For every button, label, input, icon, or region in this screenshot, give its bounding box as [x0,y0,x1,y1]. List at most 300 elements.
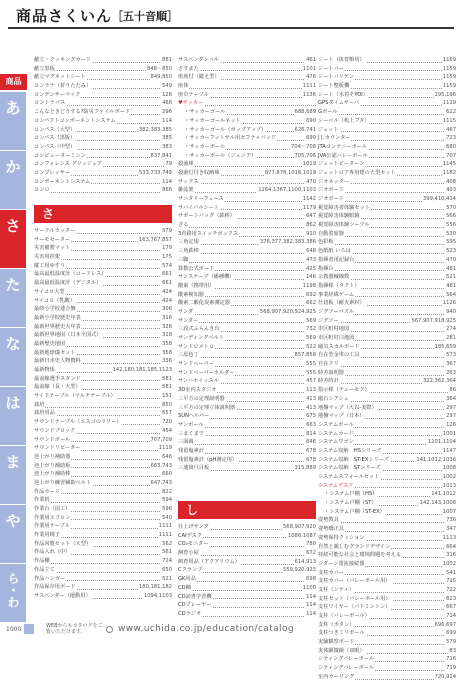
col1-entry [34,152,172,161]
col1-entry [34,160,172,169]
entry-name: サンドペーパー [178,361,214,368]
col1-sa-entry [34,323,172,332]
entry-name: サックス [178,178,199,185]
kana-tab-8[interactable] [0,564,26,622]
entry-name: コンプレッサー [34,169,71,176]
col1-sa-entry [34,392,172,401]
entry-page: 180,181,182 [138,584,172,591]
col1-sa-entry [34,514,172,523]
col2-shi-entry [178,549,316,558]
entry-name: 3D室内スタジオ [178,387,217,394]
entry-page: 570 [446,204,456,211]
entry-page: 940 [446,308,456,315]
kana-tab-3[interactable] [0,269,26,327]
entry-name: 栽培 [34,401,45,408]
col1-sa-entry [34,270,172,279]
col1-entry [34,117,172,126]
col2-shi-entry [178,575,316,584]
dot-leader [178,166,316,167]
entry-page: 408 [446,178,456,185]
col2-entry [178,160,316,169]
col3-entry [318,508,456,517]
entry-name: 持続可能な社会と環境問題を考える [318,552,402,559]
entry-page: 322,362,364 [422,378,456,385]
entry-page: 661 [162,271,172,278]
kana-tab-label: さ [5,217,21,235]
entry-page: 1115 [442,117,456,124]
entry-page: 647,743 [150,479,172,486]
entry-page: 151 [162,393,172,400]
entry-name: Jしカウンター [318,135,351,142]
entry-name: 三原色丁 [178,352,199,359]
entry-page: 850 [162,401,172,408]
entry-page: 723 [446,135,456,142]
entry-page: 877,878,1018,1019 [264,169,316,176]
entry-page: 596 [162,506,172,512]
col1-sa-entry [34,522,172,531]
col1-sa-entry [34,505,172,514]
col3-entry [318,569,456,578]
entry-name: 作品回覧セット（大型） [34,540,92,547]
entry-page: 664 [446,543,456,550]
entry-page: 672 [306,550,316,557]
col1-sa-entry [34,340,172,349]
col1-sa-entry [34,557,172,566]
entry-page: 141,1012 [431,491,456,498]
col1-sa-entry [34,253,172,262]
entry-page: 1002 [442,560,456,567]
col1-sa-entry [34,357,172,366]
col2-entry [178,464,316,473]
entry-name: 栽培用品 [34,410,55,417]
col3-entry [318,586,456,595]
col2-entry [178,273,316,282]
entry-page: 142,143,1008 [419,500,456,507]
col1-sa-entry [34,531,172,540]
kana-tab-2[interactable] [0,210,26,268]
entry-page: 1002 [442,474,456,480]
entry-page: 1169 [442,57,456,63]
entry-name: ジェットピーターン [318,161,365,168]
dot-leader [178,88,316,89]
entry-page: 581 [162,375,172,382]
entry-name: 三まくまで [178,430,204,437]
entry-name: サウンドブロック [34,427,76,434]
entry-name: システムカード [318,430,354,437]
entry-page: 114 [306,593,316,600]
entry-page: 358 [162,349,172,356]
entry-page: 678 [306,447,316,454]
entry-name: サイコロ（乳酸） [34,297,75,304]
entry-name: 作品カード [34,488,60,495]
entry-page: 1007 [442,508,456,515]
entry-page: 660 [162,471,172,478]
entry-name: 姿勢矯正具 [318,526,344,533]
col1-entry [34,56,172,65]
entry-name: ・サッカーボール（ジュニア） [178,152,257,161]
entry-page: 1198 [302,282,316,289]
col2-entry [178,108,316,117]
section-head-sa [34,205,172,223]
col3-entry [318,334,456,343]
col1-sa-entry [34,383,172,392]
entry-name: 最終小学校連合盤 [34,306,76,313]
col3-entry [318,160,456,169]
col1-sa-entry [34,540,172,549]
entry-name: CD棚 [178,584,191,591]
entry-name: CO₂モニター [178,541,209,548]
entry-page: 573 [446,352,456,359]
col1-sa-entry [34,236,172,245]
entry-name: サバイバルシート [178,204,219,211]
page-header [0,0,462,30]
col2-entry [178,386,316,395]
entry-page: 326 [162,323,172,330]
entry-page: 1159 [442,74,456,81]
entry-page: 316 [446,552,456,559]
entry-name: サウンドテーブル（エスコのツリー） [34,419,122,426]
entry-page: 146 [306,274,316,281]
entry-name: 献立・クッキングカード [34,57,91,63]
col2-entry [178,343,316,352]
col1-entry [34,108,172,117]
col1-sa-entry [34,496,172,505]
col2-entry [178,404,316,413]
entry-page: 623 [446,595,456,602]
entry-page: 663,743 [150,462,172,469]
entry-name: コントラバス [34,100,66,107]
entry-page: 336 [162,358,172,365]
col2-entry [178,186,316,195]
col2-entry [178,447,316,456]
col3-entry [318,595,456,604]
col3-entry [318,308,456,317]
entry-name: サンディングベルト [178,335,224,341]
entry-name: 作品入れ（中） [34,549,71,556]
entry-name: コンパス（中型） [34,143,76,150]
kana-tab-5[interactable] [0,387,26,445]
entry-page: 566 [446,213,456,220]
entry-page: 385 [162,135,172,142]
entry-page: 719 [446,665,456,672]
kana-tab-label: か [5,158,21,176]
col1-sa-entry [34,427,172,436]
entry-name: 時差説明器 [318,369,344,376]
col3-entry [318,291,456,300]
entry-name: シート整板機 [318,83,350,90]
sidebar-marker: 商品 [0,74,27,90]
col1-entry [34,82,172,91]
index-column-3 [318,56,456,682]
entry-name: 仕上げサンダ [178,524,209,530]
entry-name: 作品棚 [34,558,50,565]
col2-entry [178,256,316,265]
entry-page: 567,907,918,925 [411,317,456,324]
entry-name: 逆上がり補助棒 [34,471,71,478]
col3-entry [318,490,456,499]
entry-name: ・システム戸棚（HS） [318,490,378,499]
entry-page: 707 [446,152,456,159]
entry-page: 521 [162,575,172,582]
entry-name: サイコロ大型 [34,288,65,295]
entry-page: 714 [446,613,456,619]
entry-name: 支柱（バレーボール） [318,613,370,619]
col3-entry [318,65,456,74]
entry-name: シートバー [318,65,344,72]
entry-page: 881 [162,57,172,63]
col2-shi-entry [178,558,316,567]
entry-page: 86 [449,387,456,394]
entry-name: 指揮棒（タクト） [318,282,360,289]
entry-page: 367 [446,361,456,368]
entry-page: 461 [306,57,316,63]
entry-name: 室内カーリング [318,673,355,680]
entry-page: 540 [162,514,172,521]
entry-page: 316 [162,314,172,321]
entry-name: Gボール [318,109,338,116]
catalog-url-link[interactable]: www.uchida.co.jp/education/catalog [118,624,294,634]
col3-entry [318,238,456,247]
dot-leader [34,502,172,503]
entry-page: 142,180,181,185,1123 [112,367,172,373]
col3-entry [318,152,456,161]
entry-name: 作業用エプロン [34,514,71,521]
entry-name: サンスケープ（播種機） [178,274,235,281]
col3-entry [318,456,456,465]
col3-entry [318,256,456,265]
entry-page: 1182 [442,169,456,176]
kana-tab-4[interactable] [0,328,26,386]
entry-name: ・サッカーゴールネット [178,117,242,126]
entry-page: 383 [162,143,172,150]
entry-page: 699 [446,630,456,637]
entry-name: ・サッカーゴール（ポップアップ） [178,126,267,135]
entry-name: サンダ [178,308,194,315]
entry-name: 自然と親しむグランドデザイン [318,543,391,550]
entry-name: 事業経緯ゲーム [318,291,355,298]
col1-entry [34,178,172,187]
col3-entry [318,186,456,195]
col3-entry [318,543,456,552]
col3-entry [318,438,456,447]
entry-page: 622 [446,109,456,116]
dot-leader [34,563,172,564]
col1-sa-entry [34,279,172,288]
entry-page: 470 [446,256,456,263]
col1-entry [34,143,172,152]
entry-page: 680 [446,143,456,150]
col2-entry [178,238,316,247]
kana-tab-7[interactable] [0,505,26,563]
entry-name: 自在型金車の工具 [318,352,360,359]
entry-name: 最新世界歴史大年表 [34,323,81,330]
entry-page: 364 [446,395,456,402]
col1-sa-entry [34,583,172,592]
entry-name: サークルカッター [34,228,76,234]
entry-name: 最高最低温度計（デジタル） [34,280,102,287]
entry-page: 579 [162,228,172,234]
col3-entry [318,655,456,664]
entry-page: 848～850 [147,65,172,72]
entry-name: シダーン電流接続器 [318,560,365,567]
entry-page: 163,767,857 [138,236,172,243]
dot-leader [318,114,456,115]
entry-name: 災害用担架 [34,254,60,261]
entry-page: 568,907,920,924,925 [259,308,316,315]
entry-name: コンロ [34,187,50,194]
dot-leader [318,270,456,271]
entry-page: 413 [306,404,316,411]
entry-page: 413 [306,395,316,402]
col1-sa-entry [34,453,172,462]
entry-page: 1086,1087 [287,532,316,539]
kana-tab-label: は [5,394,21,412]
entry-name: サウンドボール [34,436,71,443]
entry-page: 559,920,923 [282,567,316,574]
entry-name: 三段式ふらんき台 [178,326,220,333]
entry-name: 最新小学校歴史年表 [34,314,81,321]
entry-name: 三角定規 [178,239,199,246]
entry-name: システムボール [318,421,354,428]
entry-page: 1111 [302,83,316,90]
entry-name: 三連筒旦目板 [178,465,210,472]
col3-entry [318,516,456,525]
dot-leader [178,262,316,263]
entry-name: 色紙紙 いろは [318,248,351,255]
entry-page: 814 [306,430,316,437]
entry-page: 297 [446,404,456,411]
entry-name: システム収納 STシリーズ [318,465,381,472]
entry-page: 523 [446,248,456,255]
col2-entry [178,334,316,343]
entry-page: 1001 [442,430,456,437]
col3-entry [318,195,456,204]
col2-shi-entry [178,532,316,541]
entry-name: 最前線（長・大型） [34,384,81,391]
col1-sa-entry [34,592,172,601]
col1-entry [34,134,172,143]
col2-shi-entry [178,566,316,575]
entry-name: 三平方の定理立体説明器 [178,404,236,411]
entry-page: 1119 [442,100,456,107]
kana-tab-label: ら・わ [6,572,20,608]
col1-entry [34,169,172,178]
entry-page: 720,914 [434,673,456,680]
kana-tab-0[interactable] [0,92,26,150]
entry-name: 縦工用ゆすり [34,262,66,269]
col1-sa-entry [34,305,172,314]
page-color-box [24,624,34,634]
page-number: 1000 [6,626,22,633]
entry-name: ジグソーパズル [318,308,354,315]
col2-entry [178,456,316,465]
entry-name: 市区町村白地図 [318,335,355,341]
col1-sa-entry [34,244,172,253]
col2-entry [178,73,316,82]
entry-name: 作業机 [34,497,50,504]
col3-entry [318,369,456,378]
entry-name: システムスフォールセット [318,474,380,480]
col2-entry [178,282,316,291]
entry-page: 780 [306,541,316,548]
col2-entry [178,82,316,91]
entry-name: 最前線選手スタンド [34,375,81,382]
entry-page: 661 [162,280,172,287]
entry-name: ジェットロア専用煙の大型セット [318,169,396,176]
page-footer [0,618,462,644]
entry-name: システムワゴン [318,439,354,446]
col3-entry [318,221,456,230]
entry-name: 最新日本史人物資料 [34,358,81,365]
kana-tab-1[interactable] [0,151,26,209]
col1-sa-entry [34,479,172,488]
col3-entry [318,534,456,543]
col2-entry [178,438,316,447]
entry-name: こんなときどうする?防災ファイルボード [34,109,131,116]
entry-page: 1094,1103 [143,592,172,599]
col2-shi-entry [178,584,316,593]
entry-name: 逆上がり補助器 [34,453,71,460]
entry-name: GK用品 [178,576,196,583]
kana-tab-6[interactable] [0,446,26,504]
footer-note: WEBからもカタログをご覧いただけます。 [46,623,103,635]
entry-name: 献立黒板 [34,65,55,72]
entry-name: サイドテーブル（マルチテーブル） [34,393,116,400]
dot-leader [178,581,316,582]
entry-page: 476 [306,74,316,81]
entry-name: ♥サッカー [178,100,204,107]
entry-name: 実験観察ボード [318,639,355,646]
entry-page: 579 [446,639,456,646]
entry-name: さすまた [178,65,199,72]
entry-page: 704～708 [291,143,316,150]
entry-name: ・システム戸棚（ST） [318,499,378,508]
entry-page: 846 [306,439,316,446]
entry-page: 1147 [442,447,456,454]
entry-name: コンポーネントシステム [34,178,91,185]
col2-entry [178,317,316,326]
entry-page: 555 [306,369,316,376]
col3-entry [318,673,456,682]
col2-entry [178,291,316,300]
entry-page: 657 [162,410,172,417]
col1-sa-entry [34,331,172,340]
entry-page: 1119 [158,445,172,452]
entry-name: コンパス（黒板） [34,135,76,142]
col1-entry [34,186,172,195]
col1-entry [34,126,172,135]
entry-page: 866 [162,187,172,194]
entry-page: 126 [162,91,172,98]
entry-name: 3直路用スイッチボックス [178,230,239,237]
col1-sa-entry [34,444,172,453]
col3-entry [318,386,456,395]
entry-page: 114 [162,117,172,124]
entry-name: 仕切板（耐火素材） [318,300,365,307]
entry-page: 473 [306,256,316,263]
entry-name: 支柱ワイヤー（バドミントン） [318,604,391,611]
entry-name: 市区町村地図 [318,326,350,333]
col1-sa-entry [34,418,172,427]
entry-name: システム収納 ST-EXシリーズ [318,456,389,463]
col1-entry [34,99,172,108]
entry-page: 707,709 [150,436,172,443]
entry-page: 690 [306,135,316,142]
entry-page: 179 [162,245,172,252]
col2-entry [178,221,316,230]
col2-shi-entry [178,540,316,549]
entry-page: 114 [162,178,172,185]
